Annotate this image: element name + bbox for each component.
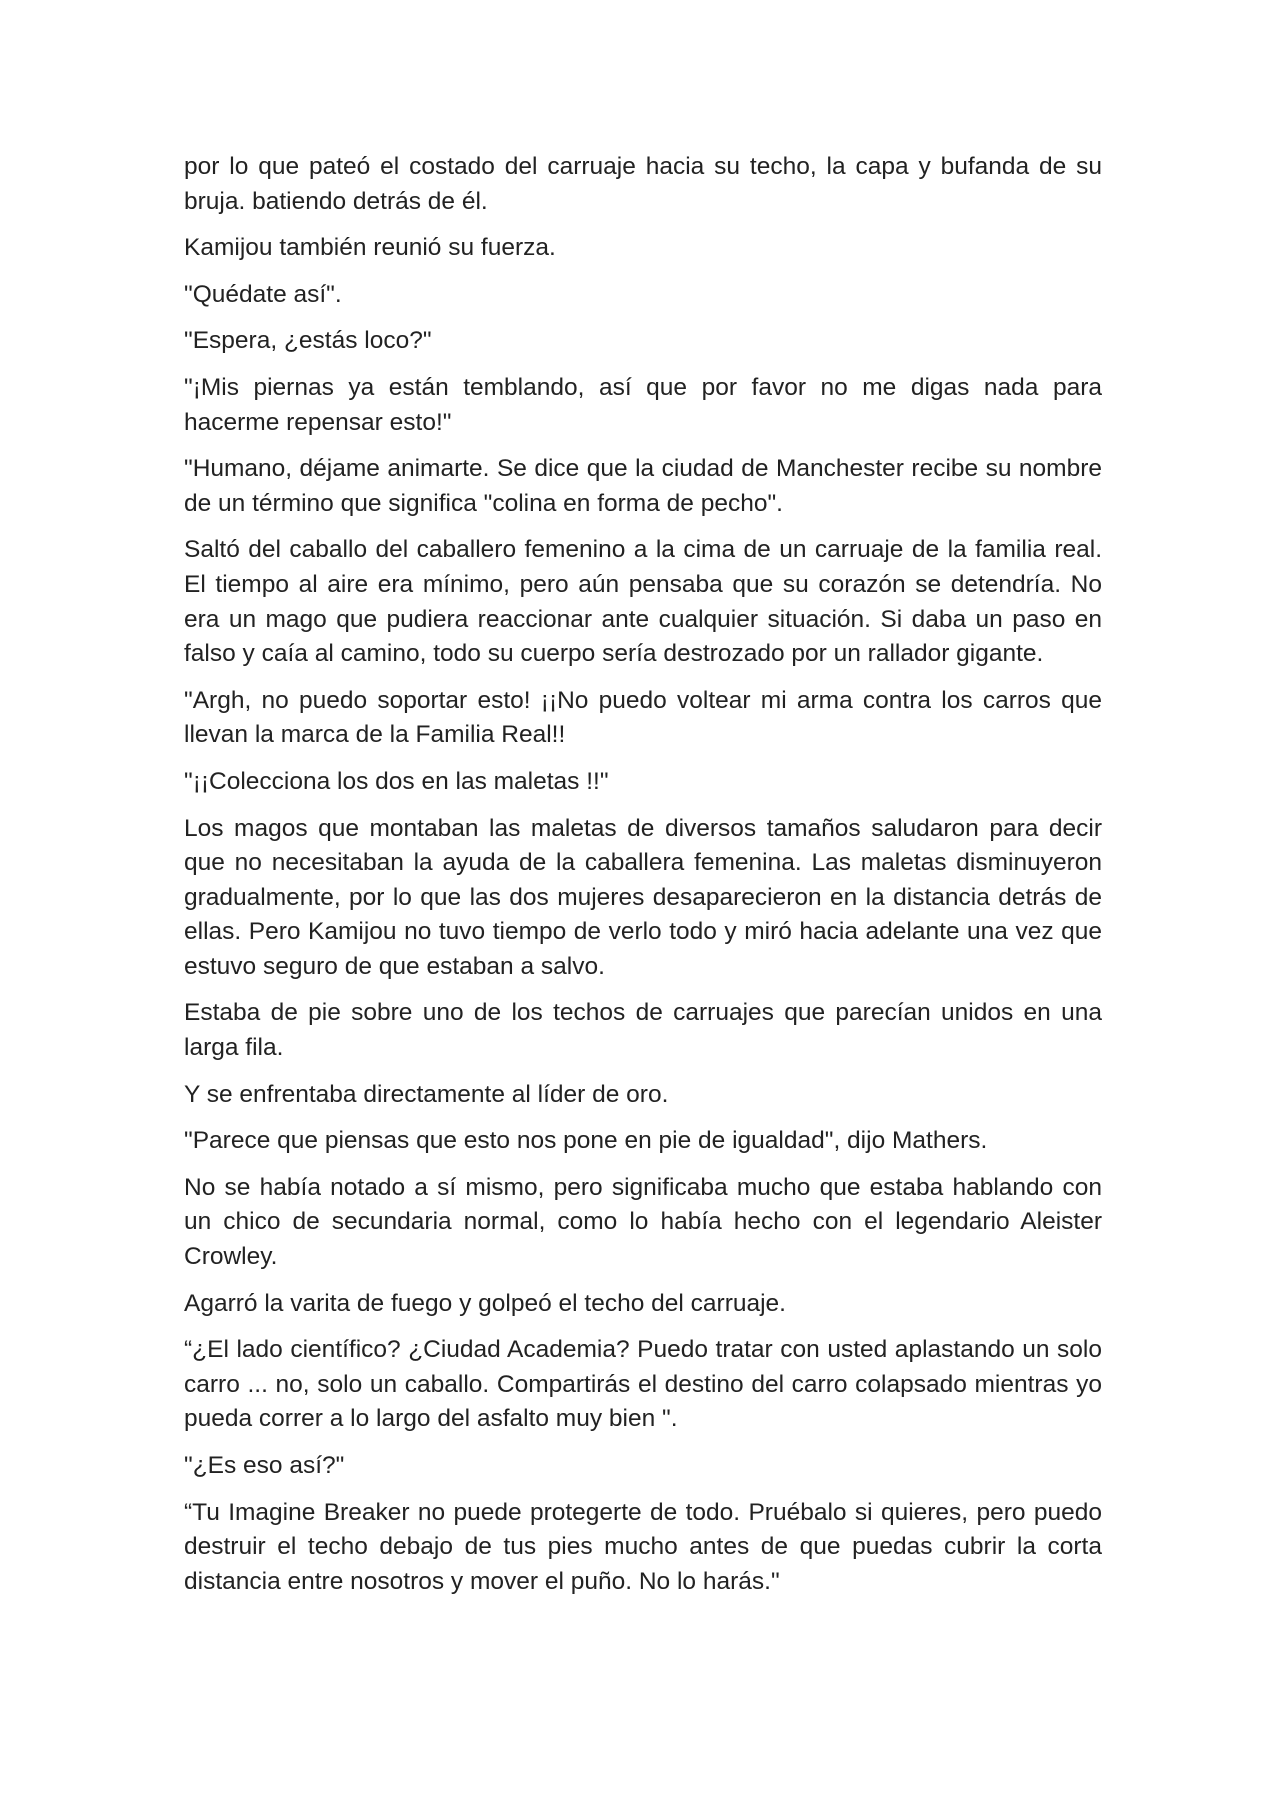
paragraph: Agarró la varita de fuego y golpeó el techo del carruaje. [184,1289,786,1317]
paragraph: Estaba de pie sobre uno de los techos de carruajes que parecían unidos en una larga fila. [184,999,1102,1062]
paragraph: Y se enfrentaba directamente al líder de oro. [184,1080,669,1108]
paragraph: "Argh, no puedo soportar esto! ¡¡No puedo voltear mi arma contra los carros que llevan la marca de la Familia Real!! [184,686,1102,749]
paragraph: "Espera, ¿estás loco?" [184,327,432,355]
paragraph: “Tu Imagine Breaker no puede protegerte de todo. Pruébalo si quieres, pero puedo destruir el techo debajo de tus pies mucho antes de que puedas cubrir la corta distancia entre nosotros y mover el puño. No lo harás." [184,1498,1102,1595]
paragraph: "¡Mis piernas ya están temblando, así que por favor no me digas nada para hacerme repensar esto!" [184,373,1102,436]
paragraph: Los magos que montaban las maletas de diversos tamaños saludaron para decir que no necesitaban la ayuda de la caballera femenina. Las maletas disminuyeron gradualmente, por lo que las dos mujeres desaparecieron en la distancia detrás de ellas. Pero Kamijou no tuvo tiempo de verlo todo y miró hacia adelante una vez que estuvo seguro de que estaban a salvo. [184,814,1102,980]
document-page [184,150,1102,1611]
paragraph: "¡¡Colecciona los dos en las maletas !!" [184,767,609,795]
paragraph: "¿Es eso así?" [184,1452,345,1479]
paragraph: por lo que pateó el costado del carruaje hacia su techo, la capa y bufanda de su bruja. batiendo detrás de él. [184,153,1102,215]
paragraph: Saltó del caballo del caballero femenino a la cima de un carruaje de la familia real. El tiempo al aire era mínimo, pero aún pensaba que su corazón se detendría. No era un mago que pudiera reaccionar ante cualquier situación. Si daba un paso en falso y caía al camino, todo su cuerpo sería destrozado por un rallador gigante. [184,536,1102,668]
paragraph: No se había notado a sí mismo, pero significaba mucho que estaba hablando con un chico de secundaria normal, como lo había hecho con el legendario Aleister Crowley. [184,1173,1102,1271]
paragraph: “¿El lado científico? ¿Ciudad Academia? Puedo tratar con usted aplastando un solo carro ... no, solo un caballo. Compartirás el destino del carro colapsado mientras yo pueda correr a lo largo del asfalto muy bien ". [184,1336,1102,1433]
paragraph: Kamijou también reunió su fuerza. [184,234,556,262]
paragraph: "Parece que piensas que esto nos pone en pie de igualdad", dijo Mathers. [184,1127,988,1155]
paragraph: "Humano, déjame animarte. Se dice que la ciudad de Manchester recibe su nombre de un término que significa "colina en forma de pecho". [184,455,1102,517]
paragraph: "Quédate así". [184,280,342,308]
